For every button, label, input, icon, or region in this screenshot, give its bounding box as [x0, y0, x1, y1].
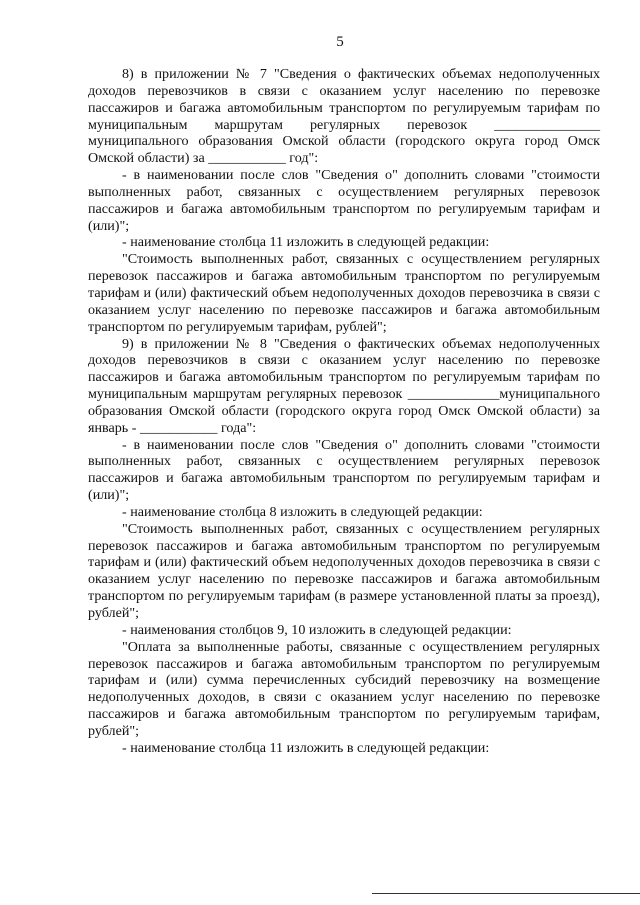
paragraph-column-8-text: "Стоимость выполненных работ, связанных с осуществлением регулярных перевозок пассажиров и багажа автомобильным транспортом по регулируемым тарифам и (или) фактический объем недополученных доходов перевозчика в связи с оказанием услуг населению по перевозке пассажиров и багажа автомобильным транспортом по регулируемым тарифам (в размере установленной платы за проезд), рублей"; — [88, 520, 600, 621]
paragraph-item-9: 9) в приложении № 8 "Сведения о фактических объемах недополученных доходов перевозчиков в связи с оказанием услуг населению по перевозке пассажиров и багажа автомобильным транспортом по регулируемым тарифам по муниципальным маршрутам регулярных перевозок _____________муниципального образования Омской области (городского округа город Омск Омской области) за январь - ___________ года": — [88, 335, 600, 436]
paragraph-columns-9-10-text: "Оплата за выполненные работы, связанные с осуществлением регулярных перевозок пассажиров и багажа автомобильным транспортом по регулируемым тарифам и (или) сумма перечисленных субсидий перевозчику на возмещение недополученных доходов, в связи с оказанием услуг населению по перевозке пассажиров и багажа автомобильным транспортом по регулируемым тарифам, рублей"; — [88, 638, 600, 739]
page-number: 5 — [336, 34, 344, 50]
footer-divider — [372, 893, 640, 894]
paragraph-column-11-heading: - наименование столбца 11 изложить в следующей редакции: — [122, 234, 490, 251]
paragraph-column-11-heading: - наименование столбца 11 изложить в следующей редакции: — [122, 739, 490, 756]
document-body — [88, 66, 600, 757]
paragraph-columns-9-10-heading: - наименования столбцов 9, 10 изложить в следующей редакции: — [122, 621, 512, 638]
paragraph-name-addition: - в наименовании после слов "Сведения о" дополнить словами "стоимости выполненных работ, связанных с осуществлением регулярных перевозок пассажиров и багажа автомобильным транспортом по регулируемым тарифам и (или)"; — [88, 436, 600, 504]
paragraph-name-addition: - в наименовании после слов "Сведения о" дополнить словами "стоимости выполненных работ, связанных с осуществлением регулярных перевозок пассажиров и багажа автомобильным транспортом по регулируемым тарифам и (или)"; — [88, 167, 600, 234]
paragraph-column-8-heading: - наименование столбца 8 изложить в следующей редакции: — [122, 503, 483, 520]
paragraph-column-11-text: "Стоимость выполненных работ, связанных с осуществлением регулярных перевозок пассажиров и багажа автомобильным транспортом по регулируемым тарифам и (или) фактический объем недополученных доходов перевозчика в связи с оказанием услуг населению по перевозке пассажиров и багажа автомобильным транспортом по регулируемым тарифам, рублей"; — [88, 251, 600, 335]
paragraph-item-8: 8) в приложении № 7 "Сведения о фактических объемах недополученных доходов перевозчиков в связи с оказанием услуг населению по перевозке пассажиров и багажа автомобильным транспортом по регулируемым тарифам по муниципальным маршрутам регулярных перевозок _______________ муниципального образования Омской области (городского округа город Омск Омской области) за ___________ год": — [88, 66, 600, 167]
